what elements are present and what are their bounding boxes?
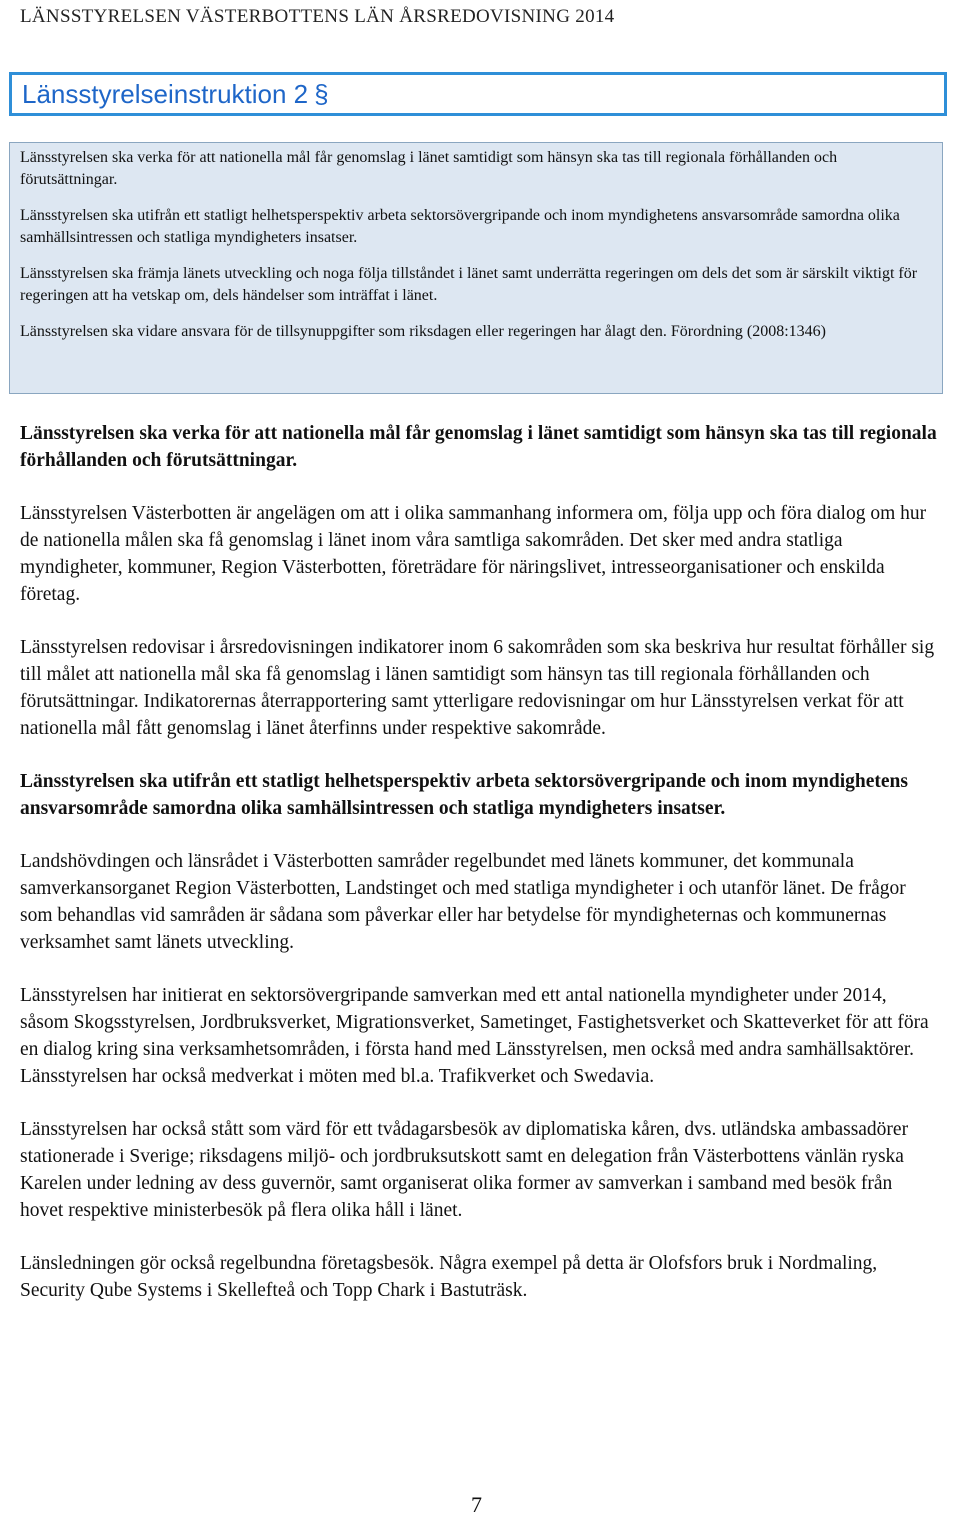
instruction-paragraph: Länsstyrelsen ska främja länets utveckling och noga följa tillståndet i länet samt underrätta regeringen om dels det som är särskilt viktigt för regeringen att ha vetskap om, dels händelser som inträffat i länet.	[20, 265, 918, 304]
instruction-paragraph: Länsstyrelsen ska utifrån ett statligt helhetsperspektiv arbeta sektorsövergripande och inom myndighetens ansvarsområde samordna olika samhällsintressen och statliga myndigheters insatser.	[20, 207, 900, 246]
section-mark: §	[314, 79, 329, 109]
main-text	[20, 420, 940, 1330]
bold-heading-paragraph: Länsstyrelsen ska verka för att nationella mål får genomslag i länet samtidigt som hänsyn ska tas till regionala förhållanden och förutsättningar.	[20, 423, 937, 471]
body-paragraph: Länsstyrelsen Västerbotten är angelägen om att i olika sammanhang informera om, följa upp och föra dialog om hur de nationella målen ska få genomslag i länet inom våra samtliga sakområden. Det sker med andra statliga myndigheter, kommuner, Region Västerbotten, företrädare för näringslivet, intresseorganisationer och enskilda företag.	[20, 503, 927, 605]
section-title-box	[9, 72, 947, 116]
body-paragraph: Länsstyrelsen har initierat en sektorsövergripande samverkan med ett antal nationella myndigheter under 2014, såsom Skogsstyrelsen, Jordbruksverket, Migrationsverket, Sametinget, Fastighetsverket och Skatteverket för att föra en dialog kring sina verksamhetsområden, i första hand med Länsstyrelsen, men också med andra samhällsaktörer. Länsstyrelsen har också medverkat i möten med bl.a. Trafikverket och Swedavia.	[20, 985, 929, 1087]
page-number: 7	[471, 1492, 482, 1517]
body-paragraph: Länsstyrelsen har också stått som värd för ett tvådagarsbesök av diplomatiska kåren, dvs. utländska ambassadörer stationerade i Sverige; riksdagens miljö- och jordbruksutskott samt en delegation från Västerbottens vänlän ryska Karelen under ledning av dess guvernör, samt organiserat olika former av samverkan i samband med besök från hovet respektive ministerbesök på flera olika håll i länet.	[20, 1119, 909, 1221]
section-title-text: Länsstyrelseinstruktion 2	[22, 79, 309, 109]
instruction-quote-box	[9, 142, 943, 394]
instruction-paragraph: Länsstyrelsen ska verka för att nationella mål får genomslag i länet samtidigt som hänsyn ska tas till regionala förhållanden och förutsättningar.	[20, 149, 838, 188]
instruction-paragraph: Länsstyrelsen ska vidare ansvara för de tillsynuppgifter som riksdagen eller regeringen har ålagt den. Förordning (2008:1346)	[20, 323, 826, 340]
section-title	[22, 79, 329, 110]
running-header: LÄNSSTYRELSEN VÄSTERBOTTENS LÄN ÅRSREDOVISNING 2014	[20, 6, 615, 27]
body-paragraph: Landshövdingen och länsrådet i Västerbotten samråder regelbundet med länets kommuner, det kommunala samverkansorganet Region Västerbotten, Landstinget och med statliga myndigheter i och utanför länet. De frågor som behandlas vid samråden är sådana som påverkar eller har betydelse för myndigheternas och kommunernas verksamhet samt länets utveckling.	[20, 851, 906, 953]
bold-heading-paragraph: Länsstyrelsen ska utifrån ett statligt helhetsperspektiv arbeta sektorsövergripande och inom myndighetens ansvarsområde samordna olika samhällsintressen och statliga myndigheters insatser.	[20, 771, 908, 819]
body-paragraph: Länsstyrelsen redovisar i årsredovisningen indikatorer inom 6 sakområden som ska beskriva hur resultat förhåller sig till målet att nationella mål ska få genomslag i länen samtidigt som hänsyn tas till regionala förhållanden och förutsättningar. Indikatorernas återrapportering samt ytterligare redovisningar om hur Länsstyrelsen verkat för att nationella mål fått genomslag i länet återfinns under respektive sakområde.	[20, 637, 935, 739]
body-paragraph: Länsledningen gör också regelbundna företagsbesök. Några exempel på detta är Olofsfors bruk i Nordmaling, Security Qube Systems i Skellefteå och Topp Chark i Bastuträsk.	[20, 1253, 878, 1301]
